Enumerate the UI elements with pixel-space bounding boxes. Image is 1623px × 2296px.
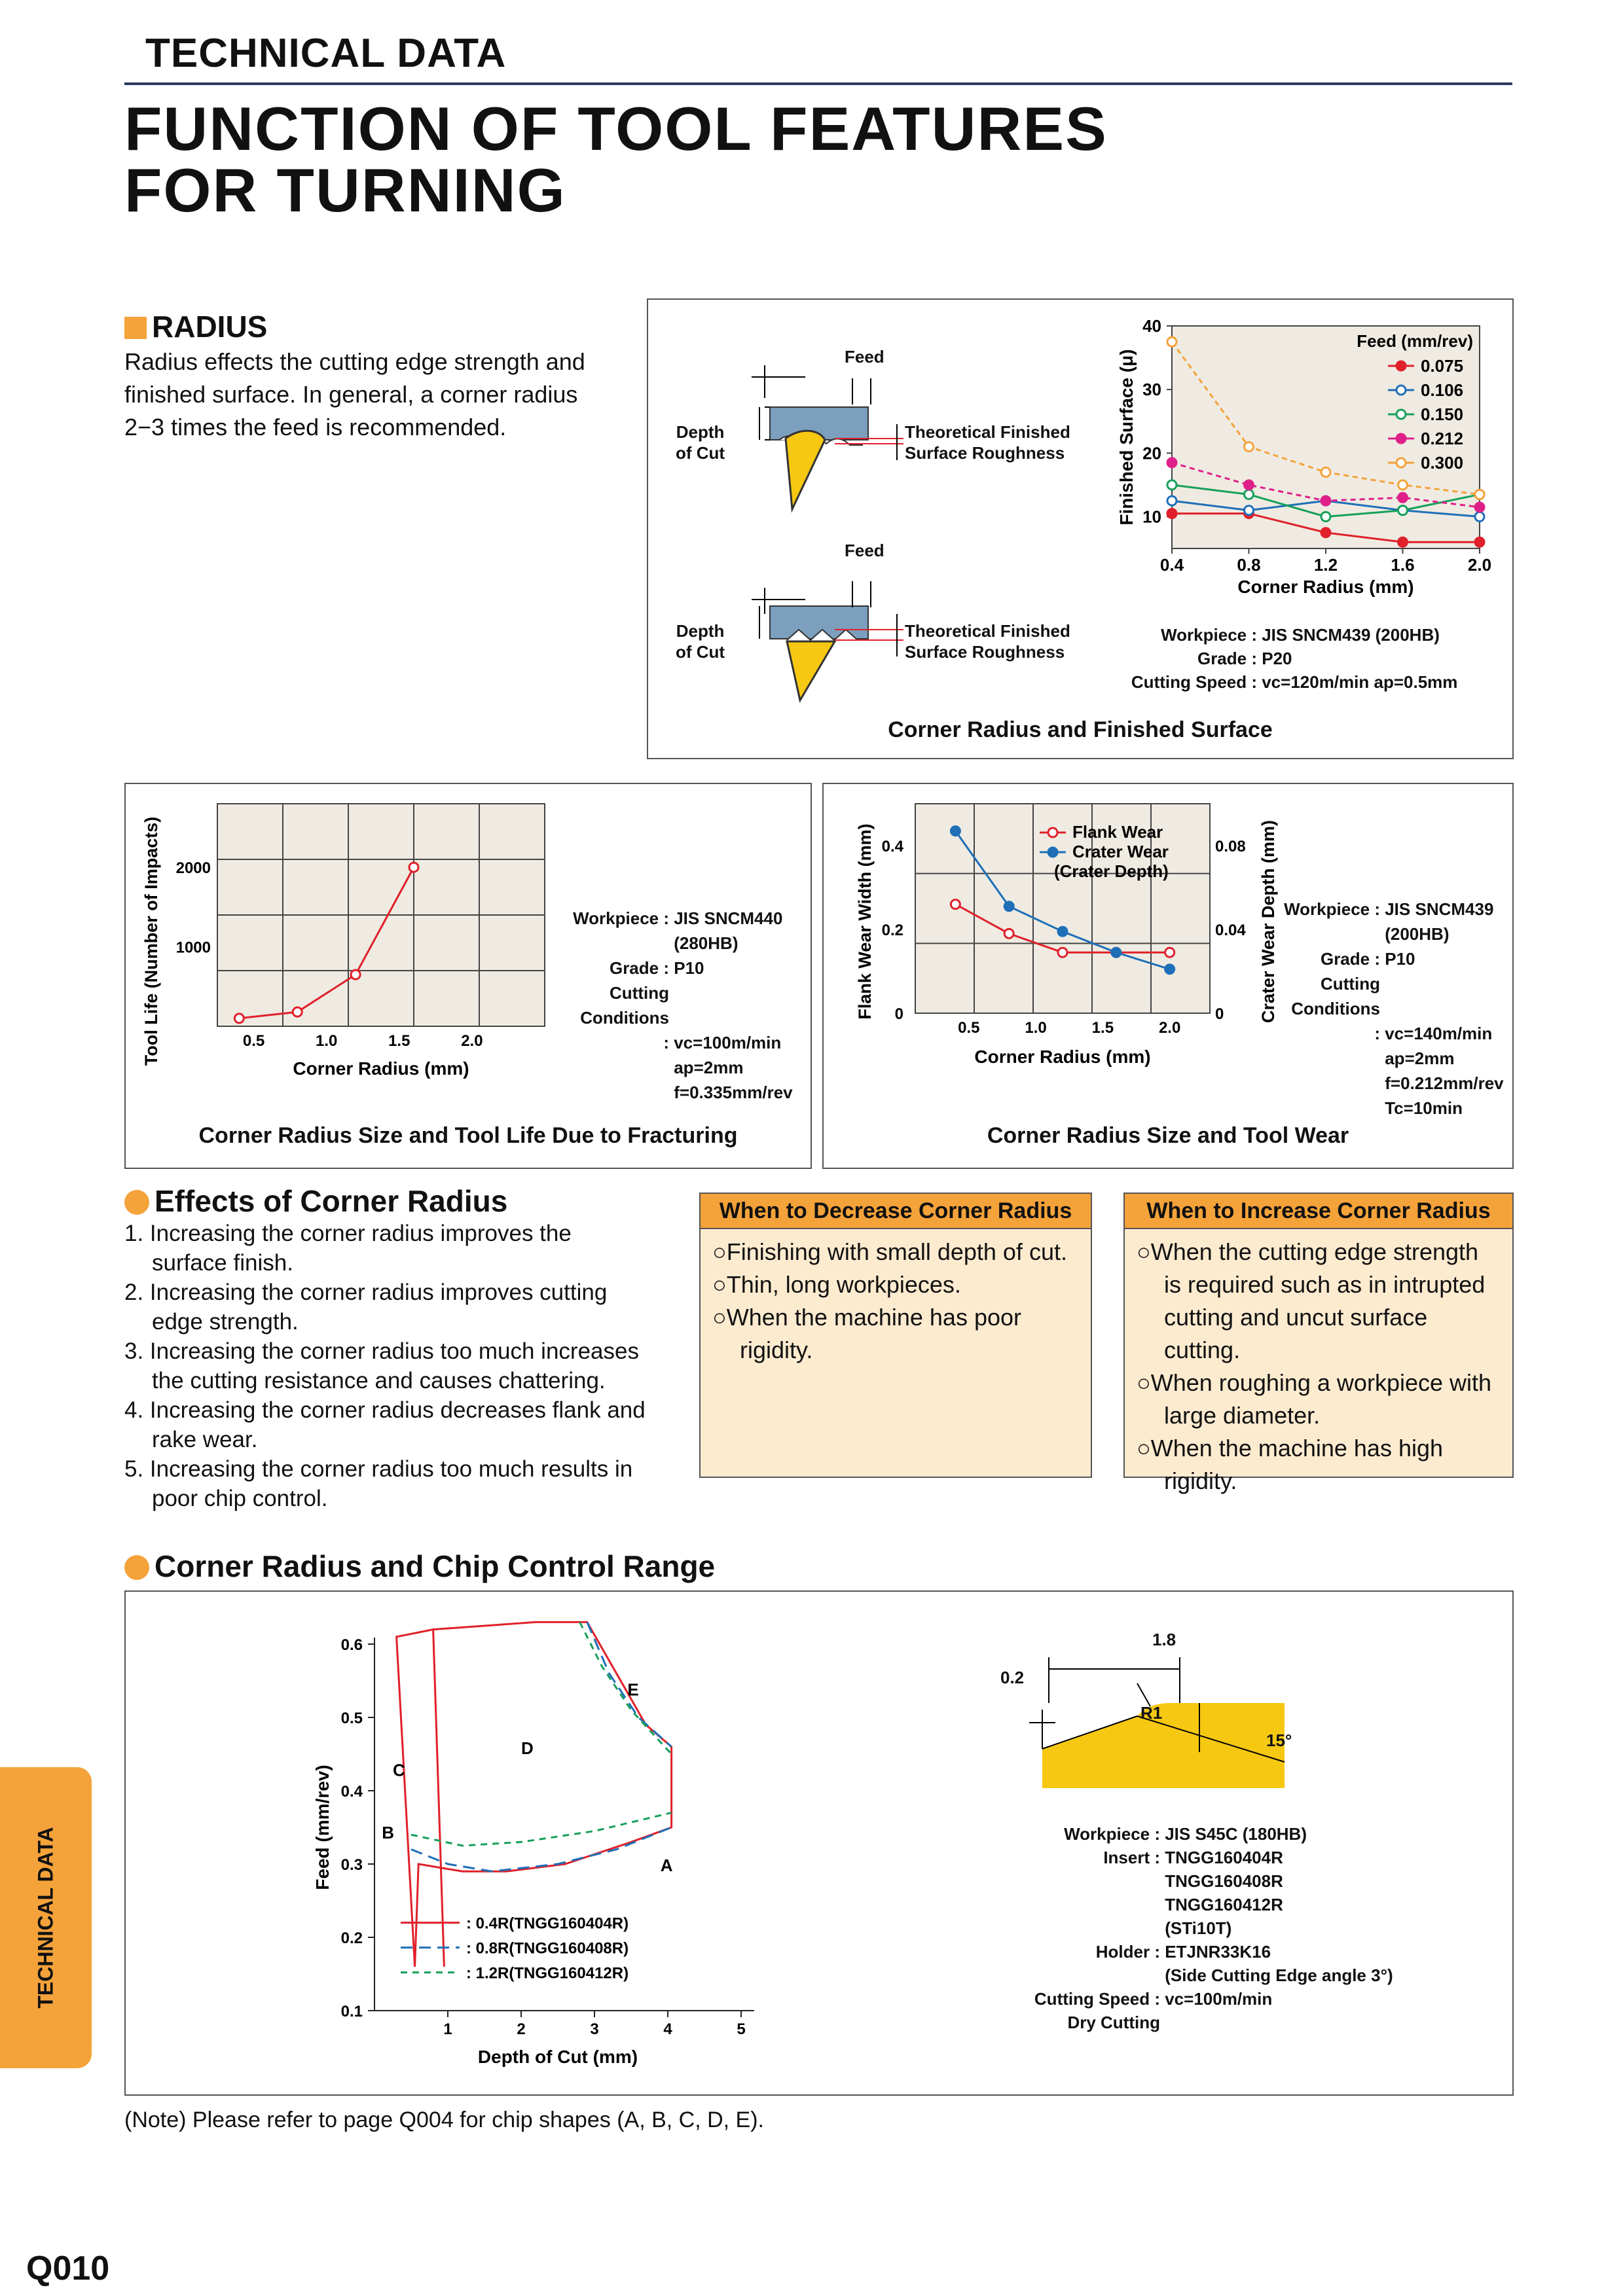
condition-row	[983, 2011, 1393, 2034]
condition-key: Grade :	[609, 958, 669, 978]
condition-value: P10	[669, 958, 704, 978]
data-point	[951, 827, 960, 836]
condition-key: Dry Cutting	[1067, 2013, 1160, 2032]
condition-value: JIS S45C (180HB)	[1160, 1824, 1307, 1844]
data-point	[1165, 948, 1175, 957]
data-point	[1167, 458, 1176, 467]
legend-label: : 0.8R(TNGG160408R)	[466, 1939, 629, 1958]
region-label: C	[393, 1760, 405, 1780]
y2-tick-label: 0	[1215, 1005, 1224, 1023]
circle-bullet-icon	[124, 1190, 149, 1215]
condition-row	[571, 980, 807, 1005]
condition-row	[571, 1005, 807, 1055]
circle-bullet-icon	[124, 1555, 149, 1580]
legend-marker	[1048, 848, 1057, 857]
title-line-2: FOR TURNING	[124, 156, 566, 224]
condition-value: JIS SNCM440	[669, 908, 783, 928]
condition-key: Grade :	[1197, 649, 1257, 668]
condition-value: ETJNR33K16	[1160, 1942, 1271, 1962]
legend-label: 0.075	[1421, 356, 1464, 376]
effects-item	[124, 1278, 694, 1336]
data-point	[1321, 512, 1330, 521]
condition-list-item: ○When the machine has high rigidity.	[1137, 1435, 1444, 1494]
condition-value: vc=100m/min	[669, 1033, 782, 1052]
y2-tick-label: 0.08	[1215, 838, 1246, 855]
legend-marker	[1396, 361, 1406, 370]
fig1-conditions	[1093, 623, 1499, 694]
effects-heading: Effects of Corner Radius	[124, 1183, 507, 1219]
condition-key: Insert :	[1103, 1848, 1160, 1867]
condition-row	[1282, 1071, 1511, 1096]
condition-key: Conditions :	[580, 1008, 669, 1052]
condition-row	[983, 1964, 1393, 1987]
chip-control-figure	[124, 1590, 1514, 2096]
effects-item-line: 2. Increasing the corner radius improves cutting	[124, 1280, 608, 1305]
insert-profile	[1042, 1703, 1285, 1788]
legend-marker	[1048, 828, 1057, 837]
condition-value: TNGG160404R	[1160, 1848, 1283, 1867]
effects-item-line: 3. Increasing the corner radius too much increases	[124, 1338, 639, 1364]
fig3-conditions	[1282, 897, 1511, 1121]
data-point	[1245, 490, 1254, 499]
x-tick-label: 2.0	[461, 1032, 483, 1050]
region-label: E	[627, 1679, 639, 1700]
header-rule	[124, 82, 1512, 85]
condition-row	[1282, 971, 1511, 996]
condition-value: f=0.212mm/rev	[1380, 1073, 1504, 1093]
y-axis-label: Finished Surface (μ)	[1116, 349, 1137, 526]
y2-tick-label: 0.04	[1215, 922, 1246, 939]
condition-value: (STi10T)	[1160, 1918, 1232, 1938]
x-axis-label: Depth of Cut (mm)	[477, 2047, 638, 2067]
x-tick-label: 1.5	[1091, 1019, 1114, 1037]
condition-list-item: ○Finishing with small depth of cut.	[712, 1238, 1067, 1265]
condition-row	[1282, 922, 1511, 946]
y-tick-label: 0.2	[881, 922, 903, 939]
x-axis-label: Corner Radius (mm)	[974, 1047, 1151, 1067]
y-tick-label: 20	[1142, 443, 1161, 463]
condition-row	[571, 1055, 807, 1080]
data-point	[1398, 480, 1408, 490]
effects-item	[124, 1336, 694, 1395]
region-label: B	[382, 1822, 394, 1842]
condition-key: Workpiece :	[1064, 1824, 1160, 1844]
data-point	[1058, 927, 1067, 936]
fig1-caption: Corner Radius and Finished Surface	[888, 717, 1273, 742]
y-axis-label: Feed (mm/rev)	[312, 1765, 333, 1890]
condition-key: Workpiece :	[1284, 899, 1380, 919]
x-tick-label: 1.0	[315, 1032, 338, 1050]
legend-title: Feed (mm/rev)	[1357, 331, 1473, 351]
r1-label: R1	[1140, 1703, 1163, 1723]
x-tick-label: 5	[737, 2020, 746, 2038]
depth-of-cut-label-top: Depth of Cut	[676, 422, 725, 463]
y-tick-label: 0.3	[340, 1856, 363, 1874]
condition-list-item: ○When the cutting edge strength is required such as in intrupted cutting and uncut surface cutting.	[1137, 1238, 1486, 1363]
chip-range-lower	[411, 1827, 672, 1871]
y-tick-label: 1000	[175, 939, 211, 957]
condition-value: vc=120m/min ap=0.5mm	[1257, 672, 1458, 692]
feed-label-top: Feed	[845, 347, 884, 367]
dim-1-8: 1.8	[1152, 1630, 1176, 1649]
y-axis-label: Tool Life (Number of Impacts)	[141, 816, 161, 1066]
dim-0-2: 0.2	[1000, 1668, 1025, 1687]
roughness-label-bottom: Theoretical Finished Surface Roughness	[905, 621, 1070, 662]
decrease-radius-list	[701, 1229, 1091, 1373]
effects-item-line: 4. Increasing the corner radius decreases flank and	[124, 1397, 646, 1423]
condition-row	[571, 906, 807, 931]
region-label: A	[660, 1856, 673, 1876]
condition-row	[1282, 1096, 1511, 1121]
chip-note: (Note) Please refer to page Q004 for chip shapes (A, B, C, D, E).	[124, 2108, 765, 2132]
chip-range-edge	[433, 1630, 445, 1967]
feed-label-bottom: Feed	[845, 541, 884, 560]
condition-row	[983, 1822, 1393, 1846]
y-tick-label: 0.2	[340, 1929, 363, 1947]
condition-key: Cutting Speed :	[1131, 672, 1257, 692]
data-point	[1398, 506, 1408, 515]
condition-value: f=0.335mm/rev	[669, 1083, 793, 1102]
decrease-radius-title: When to Decrease Corner Radius	[701, 1194, 1091, 1229]
condition-key: Workpiece :	[1161, 625, 1257, 645]
condition-key: Conditions :	[1291, 999, 1380, 1043]
condition-key: Cutting	[1321, 974, 1380, 994]
condition-row	[983, 1846, 1393, 1869]
data-point	[1004, 929, 1013, 938]
x-tick-label: 4	[663, 2020, 672, 2038]
radius-text: Radius effects the cutting edge strength and finished surface. In general, a corner radius 2−3 times the feed is recommended.	[124, 348, 585, 440]
legend-label: Flank Wear	[1072, 822, 1163, 842]
condition-key: Workpiece :	[573, 908, 669, 928]
effects-item	[124, 1454, 694, 1513]
data-point	[1165, 965, 1175, 974]
effects-item-line: surface finish.	[152, 1250, 293, 1276]
x-tick-label: 1	[443, 2020, 452, 2038]
legend-label: 0.150	[1421, 404, 1464, 424]
effects-item	[124, 1395, 694, 1454]
x-tick-label: 3	[590, 2020, 599, 2038]
condition-value: Tc=10min	[1380, 1098, 1463, 1118]
y-tick-label: 0.4	[340, 1783, 363, 1801]
chip-heading: Corner Radius and Chip Control Range	[124, 1549, 715, 1584]
data-point	[1321, 528, 1330, 537]
x-tick-label: 1.5	[388, 1032, 410, 1050]
chip-conditions	[983, 1822, 1393, 2034]
angle-label: 15°	[1266, 1731, 1292, 1750]
condition-key: Grade :	[1320, 949, 1380, 969]
condition-value: P10	[1380, 949, 1415, 969]
page-title	[124, 94, 1108, 224]
chip-control-chart	[309, 1592, 964, 2089]
y-tick-label: 0.1	[340, 2003, 363, 2020]
y2-axis-label: Crater Wear Depth (mm)	[1258, 819, 1278, 1024]
data-point	[1167, 496, 1176, 505]
legend-marker	[1396, 434, 1406, 443]
condition-value: ap=2mm	[1380, 1049, 1455, 1068]
condition-value: ap=2mm	[669, 1058, 744, 1077]
legend-marker	[1396, 458, 1406, 467]
data-point	[1398, 537, 1408, 547]
tool-wear-chart	[824, 784, 1278, 1111]
data-point	[1058, 948, 1067, 957]
condition-row	[1093, 647, 1499, 670]
data-point	[1245, 506, 1254, 515]
data-point	[1475, 512, 1484, 521]
tool-life-figure	[124, 783, 812, 1169]
title-line-1: FUNCTION OF TOOL FEATURES	[124, 94, 1108, 163]
effects-item-line: rake wear.	[152, 1427, 258, 1452]
data-point	[1321, 496, 1330, 505]
x-axis-label: Corner Radius (mm)	[293, 1058, 469, 1079]
data-point	[1475, 537, 1484, 547]
data-point	[1475, 503, 1484, 512]
y-tick-label: 40	[1142, 316, 1161, 336]
tool-wear-figure	[822, 783, 1514, 1169]
region-label: D	[521, 1738, 534, 1758]
y-tick-label: 10	[1142, 507, 1161, 527]
roughness-label-top: Theoretical Finished Surface Roughness	[905, 422, 1070, 463]
data-point	[1245, 480, 1254, 490]
finished-surface-figure	[647, 298, 1514, 759]
effects-item-line: poor chip control.	[152, 1486, 328, 1511]
data-point	[409, 863, 418, 872]
condition-row	[1093, 623, 1499, 647]
condition-row	[983, 1916, 1393, 1940]
y-tick-label: 2000	[175, 859, 211, 878]
x-tick-label: 1.6	[1391, 555, 1415, 575]
data-point	[1004, 902, 1013, 911]
legend-label: 0.106	[1421, 380, 1464, 400]
y-tick-label: 0.6	[340, 1636, 363, 1654]
tool-diagram-small-radius	[752, 581, 903, 700]
condition-row	[1282, 996, 1511, 1046]
fig3-caption: Corner Radius Size and Tool Wear	[987, 1123, 1349, 1148]
y-tick-label: 30	[1142, 380, 1161, 400]
condition-value: JIS SNCM439 (200HB)	[1257, 625, 1440, 645]
condition-value: (200HB)	[1380, 924, 1450, 944]
condition-value: vc=140m/min	[1380, 1024, 1493, 1043]
decrease-radius-box	[699, 1193, 1092, 1478]
y-axis-label: Flank Wear Width (mm)	[855, 823, 875, 1020]
condition-row	[1282, 946, 1511, 971]
y-tick-label: 0.5	[340, 1710, 363, 1727]
effects-item-line: the cutting resistance and causes chattering.	[152, 1368, 606, 1393]
data-point	[951, 900, 960, 909]
condition-value: JIS SNCM439	[1380, 899, 1494, 919]
legend-label: 0.212	[1421, 429, 1464, 448]
condition-row	[571, 1080, 807, 1105]
finished-surface-chart	[1100, 316, 1506, 607]
side-tab: TECHNICAL DATA	[0, 1767, 92, 2068]
effects-list	[124, 1219, 694, 1513]
tool-life-chart	[126, 784, 545, 1111]
x-tick-label: 2	[517, 2020, 526, 2038]
square-bullet-icon	[124, 317, 147, 339]
chip-tool-diagram	[977, 1631, 1304, 1821]
data-point	[1167, 480, 1176, 490]
y-tick-label: 0.4	[881, 838, 903, 855]
x-tick-label: 0.5	[242, 1032, 265, 1050]
data-point	[1167, 337, 1176, 346]
legend-label: : 0.4R(TNGG160404R)	[466, 1914, 629, 1933]
condition-row	[983, 1987, 1393, 2011]
condition-row	[1093, 670, 1499, 694]
data-point	[351, 970, 360, 979]
data-point	[1112, 948, 1121, 957]
section-label: TECHNICAL DATA	[145, 31, 507, 76]
condition-list-item: ○When roughing a workpiece with large diameter.	[1137, 1369, 1492, 1429]
data-point	[1245, 442, 1254, 452]
effects-item-line: 1. Increasing the corner radius improves the	[124, 1221, 572, 1246]
page-number: Q010	[26, 2250, 110, 2287]
data-point	[293, 1007, 302, 1016]
increase-radius-box	[1123, 1193, 1514, 1494]
radius-heading: RADIUS	[124, 309, 267, 344]
legend-marker	[1396, 386, 1406, 395]
x-tick-label: 2.0	[1158, 1019, 1181, 1037]
x-tick-label: 1.0	[1025, 1019, 1047, 1037]
x-axis-label: Corner Radius (mm)	[1237, 577, 1414, 597]
condition-value: (280HB)	[669, 933, 739, 953]
x-tick-label: 0.8	[1237, 555, 1261, 575]
legend-label: (Crater Depth)	[1054, 861, 1169, 881]
legend-label: : 1.2R(TNGG160412R)	[466, 1964, 629, 1982]
x-tick-label: 0.4	[1159, 555, 1184, 575]
x-tick-label: 0.5	[958, 1019, 980, 1037]
legend-marker	[1396, 410, 1406, 419]
increase-radius-list	[1125, 1229, 1512, 1504]
condition-value: P20	[1257, 649, 1292, 668]
data-point	[234, 1014, 244, 1023]
condition-row	[571, 956, 807, 980]
depth-of-cut-label-bottom: Depth of Cut	[676, 621, 725, 662]
condition-value: TNGG160408R	[1160, 1871, 1283, 1891]
condition-key: Cutting Speed :	[1034, 1989, 1160, 2009]
effects-item-line: 5. Increasing the corner radius too much results in	[124, 1456, 633, 1482]
tool-diagram-large-radius	[752, 365, 903, 509]
condition-list-item: ○When the machine has poor rigidity.	[712, 1304, 1022, 1363]
x-tick-label: 1.2	[1313, 555, 1338, 575]
condition-key: Holder :	[1095, 1942, 1160, 1962]
condition-key: Cutting	[610, 983, 669, 1003]
x-tick-label: 2.0	[1467, 555, 1492, 575]
y-tick-label: 0	[894, 1005, 903, 1023]
effects-item	[124, 1219, 694, 1278]
condition-row	[983, 1869, 1393, 1893]
condition-row	[983, 1940, 1393, 1964]
fig2-caption: Corner Radius Size and Tool Life Due to Fracturing	[198, 1123, 738, 1148]
data-point	[1475, 490, 1484, 499]
condition-row	[983, 1893, 1393, 1916]
effects-item-line: edge strength.	[152, 1309, 299, 1335]
condition-value: (Side Cutting Edge angle 3°)	[1160, 1965, 1393, 1985]
condition-value: TNGG160412R	[1160, 1895, 1283, 1914]
legend-label: Crater Wear	[1072, 842, 1169, 861]
condition-list-item: ○Thin, long workpieces.	[712, 1271, 961, 1298]
condition-row	[1282, 1046, 1511, 1071]
fig2-conditions	[571, 906, 807, 1105]
condition-row	[1282, 897, 1511, 922]
data-point	[1167, 509, 1176, 518]
data-point	[1398, 493, 1408, 502]
legend-label: 0.300	[1421, 453, 1464, 473]
increase-radius-title: When to Increase Corner Radius	[1125, 1194, 1512, 1229]
condition-row	[571, 931, 807, 956]
condition-value: vc=100m/min	[1160, 1989, 1273, 2009]
data-point	[1321, 467, 1330, 476]
